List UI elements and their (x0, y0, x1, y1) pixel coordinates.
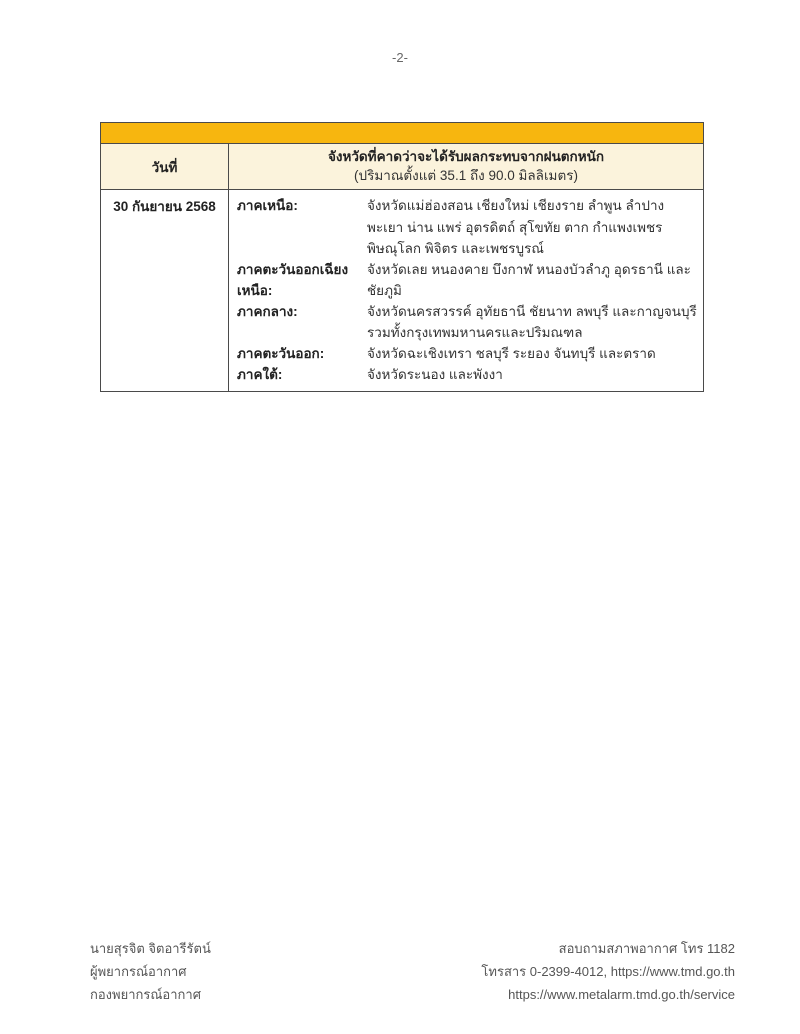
forecaster-name: นายสุรจิต จิตอารีรัตน์ (90, 941, 211, 956)
date-cell: 30 กันยายน 2568 (101, 190, 229, 390)
region-row (237, 259, 699, 301)
region-provinces: จังหวัดเลย หนองคาย บึงกาฬ หนองบัวลำภู อุดรธานี และชัยภูมิ (367, 261, 691, 298)
forecaster-title: ผู้พยากรณ์อากาศ (90, 963, 187, 979)
contact-service-url: https://www.metalarm.tmd.go.th/service (508, 986, 735, 1002)
contact-fax-website: โทรสาร 0-2399-4012, https://www.tmd.go.th (481, 963, 735, 979)
region-label: ภาคเหนือ: (237, 198, 298, 214)
table-accent-band (101, 123, 703, 144)
contact-info-block (481, 938, 735, 1006)
region-row (237, 195, 699, 258)
region-label: ภาคกลาง: (237, 303, 298, 319)
page-number: -2- (392, 50, 408, 65)
regions-list (229, 190, 703, 390)
contact-phone: สอบถามสภาพอากาศ โทร 1182 (558, 941, 735, 956)
forecaster-division: กองพยากรณ์อากาศ (90, 986, 201, 1002)
region-row (237, 301, 699, 343)
region-row (237, 343, 699, 364)
page-footer (90, 938, 735, 1006)
header-provinces-column (229, 144, 703, 189)
region-label: ภาคใต้: (237, 366, 283, 382)
region-provinces: จังหวัดแม่ฮ่องสอน เชียงใหม่ เชียงราย ลำพูน ลำปาง พะเยา น่าน แพร่ อุตรดิตถ์ สุโขทัย ตาก กำแพงเพชร พิษณุโลก พิจิตร และเพชรบูรณ์ (367, 198, 665, 256)
region-label: ภาคตะวันออกเฉียงเหนือ: (237, 261, 349, 298)
region-provinces: จังหวัดฉะเชิงเทรา ชลบุรี ระยอง จันทบุรี และตราด (367, 345, 656, 361)
rain-impact-table (100, 122, 704, 392)
forecaster-signature-block (90, 938, 211, 1006)
region-provinces: จังหวัดระนอง และพังงา (367, 366, 503, 382)
region-label: ภาคตะวันออก: (237, 345, 325, 361)
header-provinces-subtitle: (ปริมาณตั้งแต่ 35.1 ถึง 90.0 มิลลิเมตร) (354, 167, 578, 183)
table-body-row (101, 190, 703, 390)
region-provinces: จังหวัดนครสวรรค์ อุทัยธานี ชัยนาท ลพบุรี และกาญจนบุรี รวมทั้งกรุงเทพมหานครและปริมณฑล (367, 303, 697, 340)
table-header-row (101, 144, 703, 190)
header-date-column: วันที่ (101, 144, 229, 189)
header-provinces-title: จังหวัดที่คาดว่าจะได้รับผลกระทบจากฝนตกหนัก (327, 149, 605, 164)
region-row (237, 364, 699, 385)
